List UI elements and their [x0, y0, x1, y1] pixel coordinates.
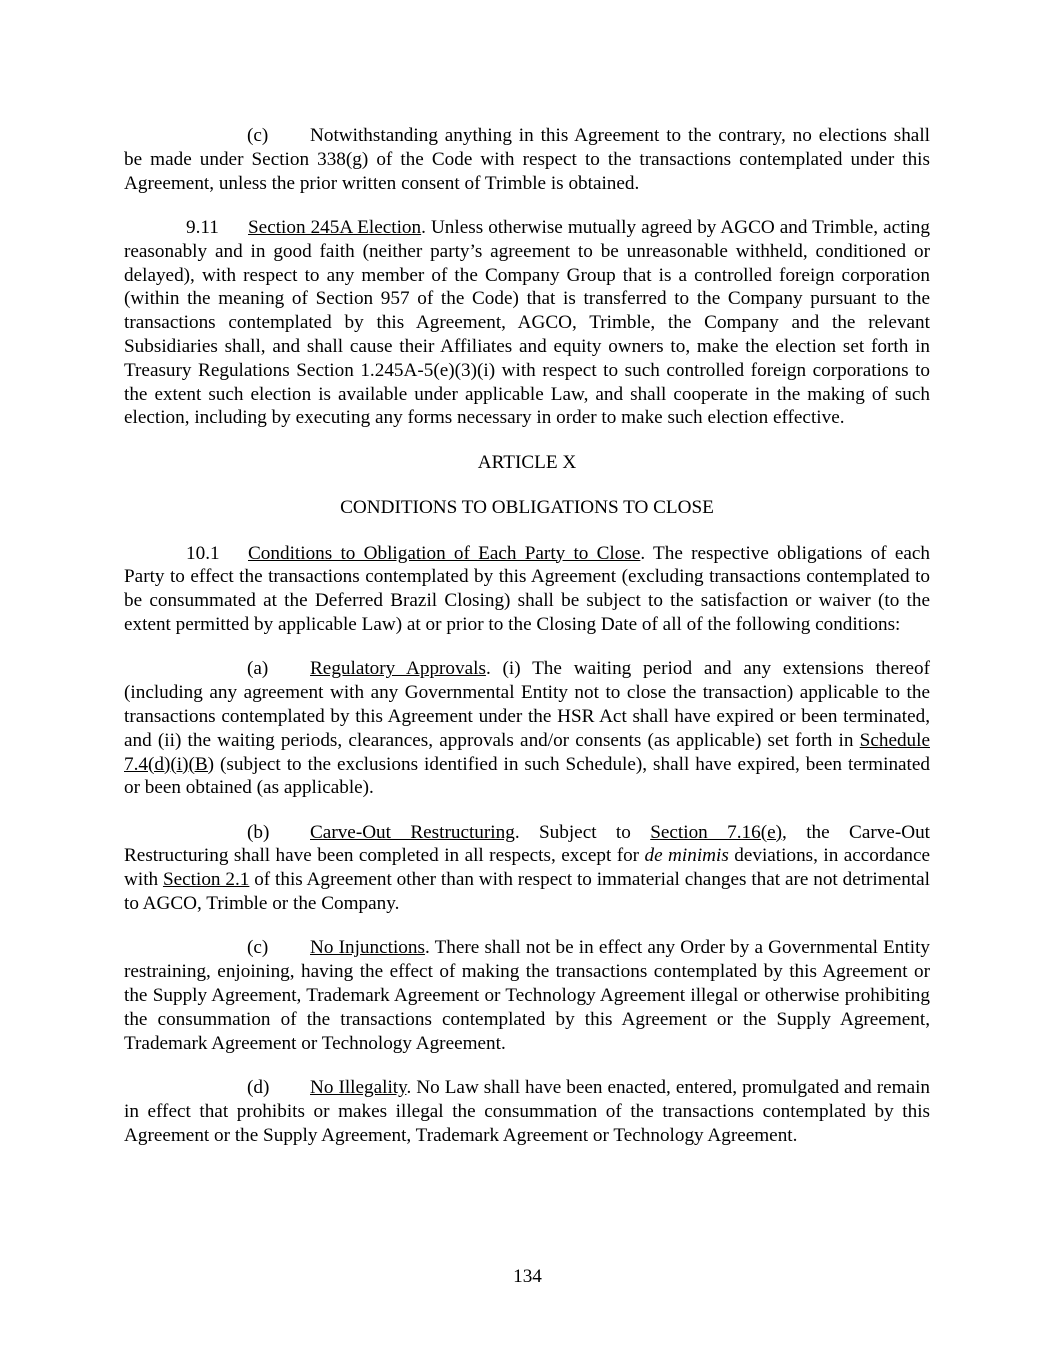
paragraph-10-1-c: [124, 936, 930, 1055]
section-reference: Section 7.16(e): [650, 821, 783, 843]
section-heading: Conditions to Obligation of Each Party to Close: [248, 542, 641, 564]
paragraph-number: (b): [247, 821, 270, 843]
paragraph-10-1-b: [124, 821, 930, 916]
paragraph-text: . The respective obligations of each Party to effect the transactions contemplated by this Agreement (excluding transactions contemplated to be consummated at the Deferred Brazil Closing) shall be subject to the satisfaction or waiver (to the extent permitted by applicable Law) at or prior to the Closing Date of all of the following conditions:: [124, 542, 930, 635]
paragraph-number: (a): [247, 658, 269, 680]
paragraph-10-1: [124, 542, 930, 637]
paragraph-10-1-a: [124, 657, 930, 800]
subsection-heading: Carve-Out Restructuring: [310, 821, 515, 843]
paragraph-text: (subject to the exclusions identified in such Schedule), shall have expired, been terminated or been obtained (as applicable).: [124, 753, 930, 799]
paragraph-10-1-d: [124, 1076, 930, 1147]
section-heading: Section 245A Election: [248, 216, 422, 238]
article-subtitle: CONDITIONS TO OBLIGATIONS TO CLOSE: [340, 497, 714, 519]
paragraph-text: , the Carve-Out Restructuring shall have been completed in all respects, except for: [124, 821, 930, 867]
italic-term: de minimis: [644, 845, 729, 867]
paragraph-text: deviations, in accordance with: [124, 845, 930, 891]
paragraph-number: (c): [247, 125, 269, 146]
paragraph-text: . (i) The waiting period and any extensions thereof (including any agreement with any Governmental Entity not to close the transaction) applicable to the transactions contemplated by this Agreement under the HSR Act shall have expired or been terminated, and (ii) the waiting periods, clearances, approvals and/or consents (as applicable) set forth in: [124, 658, 930, 751]
schedule-reference: Schedule 7.4(d)(i)(B): [124, 729, 930, 775]
subsection-heading: No Illegality: [310, 1077, 407, 1099]
paragraph-text: . Subject to: [514, 821, 651, 843]
section-number: 9.11: [186, 216, 219, 238]
paragraph-text: . Unless otherwise mutually agreed by AGCO and Trimble, acting reasonably and in good faith (neither party’s agreement to be unreasonable withheld, conditioned or delayed), with respect to any member of the Company Group that is a controlled foreign corporation (within the meaning of Section 957 of the Code) that is transferred to the Company pursuant to the transactions contemplated by this Agreement, AGCO, Trimble, the Company and the relevant Subsidiaries shall, and shall cause their Affiliates and equity owners to, make the election set forth in Treasury Regulations Section 1.245A-5(e)(3)(i) with respect to such controlled foreign corporations to the extent such election is available under applicable Law, and shall cooperate in the making of such election, including by executing any forms necessary in order to make such election effective.: [124, 216, 930, 429]
paragraph-number: (d): [247, 1077, 270, 1099]
paragraph-text: . There shall not be in effect any Order by a Governmental Entity restraining, enjoining, having the effect of making the transactions contemplated by this Agreement or the Supply Agreement, Trademark Agreement or Technology Agreement illegal or otherwise prohibiting the consummation of the transactions contemplated by this Agreement or the Supply Agreement, Trademark Agreement or Technology Agreement.: [124, 937, 930, 1054]
subsection-heading: No Injunctions: [310, 937, 425, 959]
paragraph-9-10-c: [124, 124, 930, 195]
paragraph-text: of this Agreement other than with respect to immaterial changes that are not detrimental to AGCO, Trimble or the Company.: [124, 869, 930, 915]
section-number: 10.1: [186, 542, 220, 564]
document-page: [124, 124, 930, 1168]
paragraph-text: . No Law shall have been enacted, entered, promulgated and remain in effect that prohibits or makes illegal the consummation of the transactions contemplated by this Agreement or the Supply Agreement, Trademark Agreement or Technology Agreement.: [124, 1077, 931, 1146]
paragraph-text: Notwithstanding anything in this Agreement to the contrary, no elections shall be made under Section 338(g) of the Code with respect to the transactions contemplated under this Agreement, unless the prior written consent of Trimble is obtained.: [124, 125, 930, 194]
page-number: 134: [513, 1266, 542, 1287]
paragraph-number: (c): [247, 937, 269, 959]
article-title: ARTICLE X: [477, 451, 577, 473]
paragraph-9-11: [124, 216, 930, 430]
section-reference: Section 2.1: [162, 869, 250, 891]
subsection-heading: Regulatory Approvals: [310, 658, 486, 680]
